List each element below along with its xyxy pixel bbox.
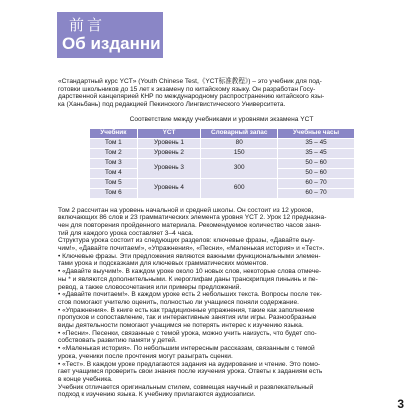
body-line: включающих 86 слов и 23 грамматических элемента уровня YCT 2. Урок 12 предназна- [58,214,327,222]
body-line: • Ключевые фразы. Эти предложения являются важными функциональными элемен- [58,252,321,260]
book-cell: Том 1 [90,138,138,148]
level-cell: Уровень 1 [137,138,201,148]
body-line: • «Давайте выучим!». В каждом уроке около 10 новых слов, некоторые слова отмече- [58,268,322,276]
body-line: ны * и являются дополнительными. К иероглифам даны транскрипция пиньинь и пе- [58,275,318,283]
hours-cell: 50 – 60 [278,168,355,178]
vocab-cell: 150 [201,148,278,158]
header-hours: Учебные часы [278,128,355,138]
hours-cell: 60 – 70 [278,178,355,188]
body-line: • «Маленькая история». По небольшим интересным рассказам, связанным с темой [58,345,315,353]
table-header-row [90,128,355,138]
body-line: Учебник отличается оригинальным стилем, совмещая научный и развлекательный [58,383,314,391]
body-line: пропусков и сопоставление, так и интерактивные занятия или игры. Разнообразные [58,314,317,322]
level-cell: Уровень 4 [137,178,201,198]
body-line: тами урока и подсказками для ключевых грамматических моментов. [58,260,269,268]
book-cell: Том 4 [90,168,138,178]
vocab-cell: 600 [201,178,278,198]
body-line: в конце учебника. [58,375,113,383]
vocab-cell: 80 [201,138,278,148]
hours-cell: 60 – 70 [278,188,355,198]
table-row [90,148,355,158]
body-line: виды деятельности помогают учащимся не потерять интерес к изучению языка. [58,322,304,330]
body-line: • «Тест». В каждом уроке предлагаются задания на аудирование и чтение. Это помо- [58,360,321,368]
intro-line: дарственной канцелярией КНР по международному распространению китайского язы- [58,93,325,101]
table-row [90,158,355,168]
body-line: стов помогают учителю оценить, полностью ли учащиеся поняли содержание. [58,298,299,306]
intro-paragraph [58,78,385,109]
intro-line: готовки школьников до 15 лет к экзамену по китайскому языку. Он разработан Госу- [58,85,316,93]
page-content [58,78,385,399]
body-line: урока, ученики после прочтения могут разыграть сценки. [58,352,233,360]
vocab-cell: 300 [201,158,278,178]
level-correspondence-table [89,128,355,199]
book-cell: Том 6 [90,188,138,198]
body-line: чим!», «Давайте почитаем!», «Упражнения», «Песни», «Маленькая история» и «Тест». [58,245,325,253]
body-line: • «Давайте почитаем!». В каждом уроке есть 2 небольших текста. Вопросы после тек- [58,291,322,299]
header-chinese-title: 前言 [69,16,106,34]
header-russian-title: Об изданни [62,34,161,53]
book-cell: Том 5 [90,178,138,188]
header-textbook: Учебник [90,128,138,138]
body-line: ревод, а также словосочетания или примеры предложений. [58,283,242,291]
book-cell: Том 2 [90,148,138,158]
intro-line: ка (Ханьбань) под редакцией Пекинского Лингвистического Университета. [58,101,286,109]
body-line: гает учащимся проверить свои знания после изучения урока. Ответы к заданиям есть [58,368,323,376]
table-caption: Соответствие между учебниками и уровнями экзамена YCT [129,115,314,123]
level-cell: Уровень 3 [137,158,201,178]
body-line: • «Упражнения». В книге есть как традиционные упражнения, такие как заполнение [58,306,315,314]
page-number: 3 [397,397,404,411]
body-line: тий для каждого урока составляет 3–4 часа. [58,229,194,237]
body-line: подход к изучению языка. К учебнику прилагаются аудиозаписи. [58,391,256,399]
body-line: чен для повторения пройденного материала. Рекомендуемое количество часов заня- [58,221,322,229]
header-vocabulary: Словарный запас [201,128,278,138]
body-line: Структура урока состоит из следующих разделов: ключевые фразы, «Давайте выу- [58,237,315,245]
hours-cell: 50 – 60 [278,158,355,168]
section-header [57,12,163,58]
body-line: Том 2 рассчитан на уровень начальной и средней школы. Он состоит из 12 уроков, [58,206,314,214]
level-cell: Уровень 2 [137,148,201,158]
table-row [90,138,355,148]
intro-line: «Стандартный курс YCT» (Youth Chinese Test,《YCT标准教程》) – это учебник для под- [58,78,322,85]
table-row [90,178,355,188]
body-line: собствовать развитию памяти у детей. [58,337,177,345]
book-cell: Том 3 [90,158,138,168]
body-text [58,207,385,400]
body-line: • «Песни». Песенки, связанные с темой урока, можно учить наизусть, что будет спо- [58,329,317,337]
hours-cell: 35 – 45 [278,148,355,158]
hours-cell: 35 – 45 [278,138,355,148]
header-yct: YCT [137,128,201,138]
